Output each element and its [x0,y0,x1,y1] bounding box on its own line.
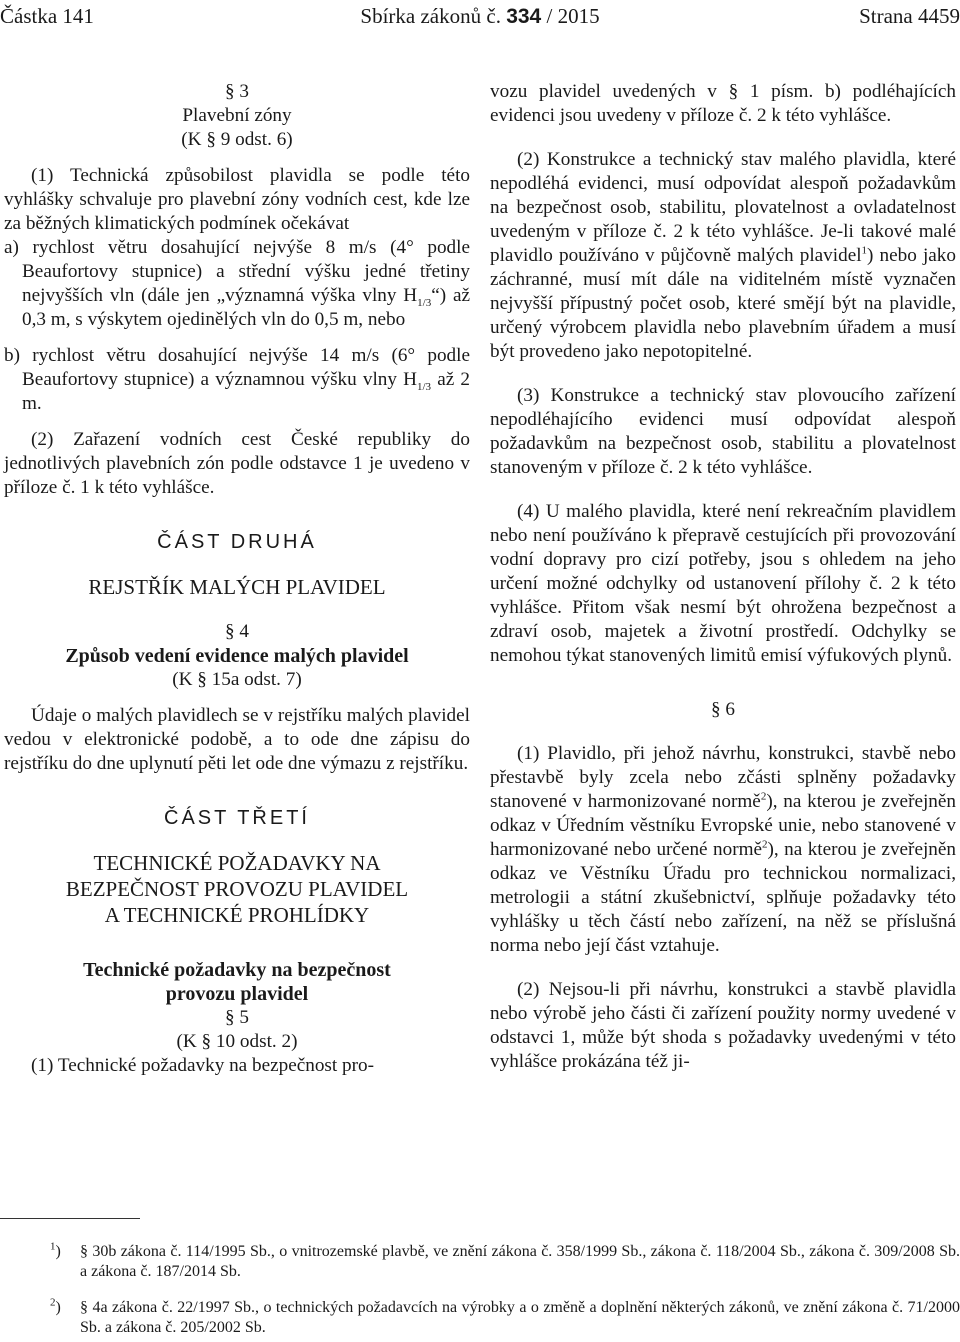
footnote-2-mark: $^2$) [50,1296,61,1316]
footnote-2 [50,1296,960,1338]
section-5-paragraph-1-continued: vozu plavidel uvedených v § 1 písm. b) podléhajících evidenci jsou uvedeny v příloze č. 2 k této vyhlášce. [490,81,956,126]
section-5-paragraph-1-start: (1) Technické požadavky na bezpečnost pro- [31,1055,374,1076]
part-3-heading-line-1: TECHNICKÉ POŽADAVKY NA [93,851,381,875]
section-4-reference: (K § 15a odst. 7) [172,669,302,690]
section-3-paragraph-2: (2) Zařazení vodních cest České republiky do jednotlivých plavebních zón podle odstavce 1 je uvedeno v příloze č. 1 k této vyhlášce. [4,429,470,498]
section-4-sign: § 4 [225,621,249,642]
part-3-subheading-line-2: provozu plavidel [165,983,309,1005]
paragraph-2-text-b: ) nebo jako záchranné, musí mít dále na viditelném místě vyznačen nejvyšší přípustný počet osob, které smějí být na plavidle, určený výrobcem plavidla nebo plavebním úřadem a musí být provedeno jako nepotopitelné. [490,245,956,362]
section-5-sign: § 5 [225,1007,249,1028]
part-3-subheading-line-1: Technické požadavky na bezpečnost [83,959,391,981]
page-header [0,4,960,34]
section-5-paragraph-4: (4) U malého plavidla, které není rekreačním plavidlem nebo není používáno k přepravě cestujících při provozování vodní dopravy pro cizí potřeby, jsou s ohledem na jeho určení možné odchylky od ustanovení přílohy č. 2 k této vyhlášce. Přitom však nesmí být ohrožena bezpečnost a zdraví osob, majetek a životní prostředí. Odchylky se nemohou týkat stanovených limitů emisí výfukových plynů. [490,501,956,666]
item-a-text-end: “) až 0,3 m, s výskytem ojedinělých vln do 0,5 m, nebo [22,285,470,330]
section-4-paragraph: Údaje o malých plavidlech se v rejstříku malých plavidel vedou v elektronické podobě, a to ode dne zápisu do rejstříku do dne uplynutí pěti let ode dne výmazu z rejstříku. [4,705,470,774]
section-5-paragraph-3: (3) Konstrukce a technický stav plovoucího zařízení nepodléhajícího evidenci musí odpovídat alespoň požadavkům na bezpečnost osob, stabilitu a plovatelnost stanoveným v příloze č. 2 k této vyhlášce. [490,385,956,478]
item-b-subscript: 1/3 [417,380,432,393]
item-b-text-end: až 2 m. [22,369,470,414]
section-6-sign: § 6 [711,699,735,720]
item-a-text: a) rychlost větru dosahující nejvýše 8 m/s (4° podle Beaufortovy stupnice) a střední výšku jedné třetiny nejvyšších vln (dále jen „významná výška vlny H [4,237,470,306]
part-2-heading: REJSTŘÍK MALÝCH PLAVIDEL [88,575,386,599]
part-3-heading-line-2: BEZPEČNOST PROVOZU PLAVIDEL [65,877,409,901]
left-column [4,80,470,1078]
footnote-ref-2a: 2 [760,790,767,803]
footnote-1-mark: $^1$) [50,1240,61,1260]
header-collection-prefix: Sbírka zákonů č. [360,4,501,28]
header-collection [0,4,960,29]
paragraph-2-text-a: (2) Konstrukce a technický stav malého plavidla, které nepodléhá evidenci, musí odpovídat alespoň požadavkům na bezpečnost osob, stabilitu, plovatelnost a ovladatelnost uvedeným v příloze č. 2 k této vyhlášce. Je-li takové malé plavidlo používáno v půjčovně malých plavidel [490,149,956,266]
item-a-subscript: 1/3 [417,296,432,309]
section-3-title: Plavební zóny [182,105,292,126]
section-6-text-a: (1) Plavidlo, při jehož návrhu, konstrukci, stavbě nebo přestavbě byly zcela nebo zčásti splněny požadavky stanovené v harmonizované normě [490,743,956,812]
footnote-divider [0,1218,140,1219]
header-year: / 2015 [546,4,600,28]
footnote-ref-2b: 2 [762,838,768,851]
footnote-ref-1: 1 [861,244,868,257]
part-3-title: ČÁST TŘETÍ [164,807,310,829]
section-5-paragraph-2 [490,148,956,364]
header-page-number: Strana 4459 [859,4,960,28]
section-3-item-a [4,236,470,332]
footnote-2-text: § 4a zákona č. 22/1997 Sb., o technických požadavcích na výrobky a o změně a doplnění některých zákonů, ve znění zákona č. 71/2000 Sb. a zákona č. 205/2002 Sb. [80,1299,960,1336]
footnote-1 [50,1240,960,1282]
section-3-reference: (K § 9 odst. 6) [181,129,293,150]
section-5-reference: (K § 10 odst. 2) [176,1031,298,1052]
section-4-title: Způsob vedení evidence malých plavidel [65,645,409,667]
section-6-text-c: ), na kterou je zveřejněn odkaz ve Věstníku Úřadu pro technickou normalizaci, metrologii a státní zkušebnictví, splňuje požadavky této vyhlášky u těch částí nebo zařízení, na něž se příslušná norma nebo její část vztahuje. [490,839,957,956]
part-2-title: ČÁST DRUHÁ [157,531,317,553]
header-law-number: 334 [506,5,542,28]
right-column [490,80,956,1074]
part-3-heading-line-3: A TECHNICKÉ PROHLÍDKY [104,903,370,927]
section-3-sign: § 3 [225,81,249,102]
section-3-item-b [4,344,470,416]
item-b-text: b) rychlost větru dosahující nejvýše 14 m/s (6° podle Beaufortovy stupnice) a významnou výšku vlny H [4,345,470,390]
header-issue: Částka 141 [0,4,94,28]
section-6-paragraph-1 [490,742,956,958]
section-3-paragraph-1: (1) Technická způsobilost plavidla se podle této vyhlášky schvaluje pro plavební zóny vodních cest, kde lze za běžných klimatických podmínek očekávat [4,165,470,234]
section-6-paragraph-2: (2) Nejsou-li při návrhu, konstrukci a stavbě plavidla nebo výrobě jeho části či zařízení použity normy uvedené v odstavci 1, může být shoda s požadavky uvedenými v této vyhlášce prokázána též ji- [490,979,956,1072]
footnote-1-text: § 30b zákona č. 114/1995 Sb., o vnitrozemské plavbě, ve znění zákona č. 358/1999 Sb., zákona č. 118/2004 Sb., zákona č. 309/2008 Sb. a zákona č. 187/2014 Sb. [80,1243,960,1280]
section-6-text-b: ), na kterou je zveřejněn odkaz v Úředním věstníku Evropské unie, nebo stanovené v harmonizované nebo určené normě [490,791,957,860]
